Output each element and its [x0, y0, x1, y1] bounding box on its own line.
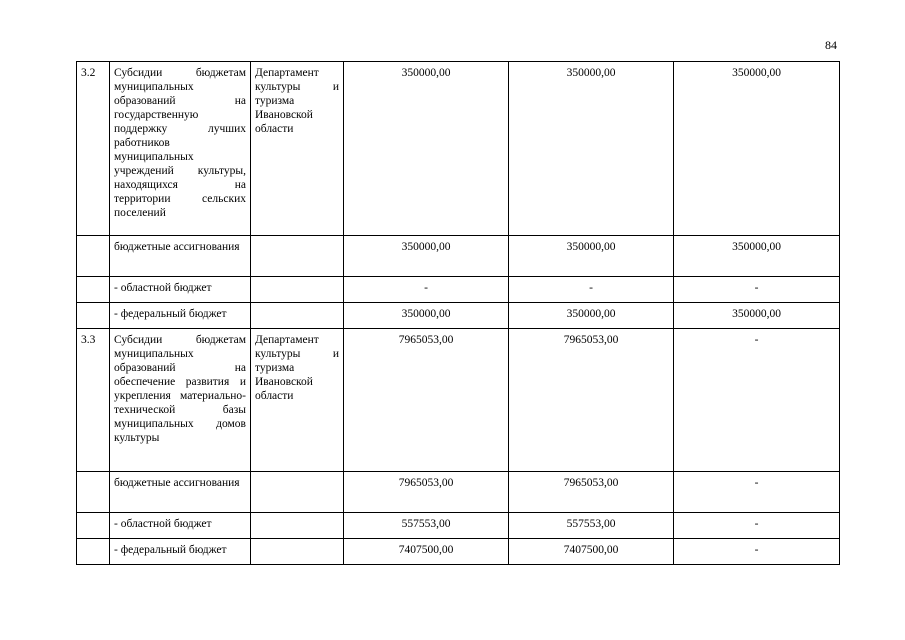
value-cell: 350000,00: [344, 236, 509, 277]
table-row: [77, 472, 840, 513]
value-cell: 7407500,00: [344, 539, 509, 565]
page-number: 84: [825, 38, 837, 52]
value-cell: -: [674, 472, 840, 513]
table-row: [77, 303, 840, 329]
value-cell: 7965053,00: [344, 329, 509, 472]
row-label: - федеральный бюджет: [110, 303, 251, 329]
row-label: - областной бюджет: [110, 513, 251, 539]
value-cell: 557553,00: [509, 513, 674, 539]
row-label: бюджетные ассигнования: [110, 472, 251, 513]
value-cell: 350000,00: [674, 62, 840, 236]
value-cell: 7965053,00: [509, 329, 674, 472]
value-cell: 7965053,00: [344, 472, 509, 513]
table-row: [77, 513, 840, 539]
table-row: [77, 329, 840, 472]
table-row: [77, 277, 840, 303]
value-cell: 7965053,00: [509, 472, 674, 513]
value-cell: -: [509, 277, 674, 303]
value-cell: 7407500,00: [509, 539, 674, 565]
table-row: [77, 236, 840, 277]
value-cell: -: [674, 513, 840, 539]
value-cell: 350000,00: [509, 303, 674, 329]
value-cell: -: [674, 277, 840, 303]
value-cell: 350000,00: [674, 236, 840, 277]
value-cell: -: [674, 329, 840, 472]
budget-table: [76, 61, 840, 565]
value-cell: 557553,00: [344, 513, 509, 539]
row-description: Субсидии бюджетам муниципальных образований на обеспечение развития и укрепления материально-технической базы муниципальных домов культуры: [110, 329, 251, 472]
table-row: [77, 62, 840, 236]
value-cell: 350000,00: [509, 62, 674, 236]
value-cell: 350000,00: [509, 236, 674, 277]
row-label: - областной бюджет: [110, 277, 251, 303]
value-cell: -: [344, 277, 509, 303]
value-cell: 350000,00: [344, 303, 509, 329]
row-description: Субсидии бюджетам муниципальных образований на государственную поддержку лучших работников муниципальных учреждений культуры, находящихся на территории сельских поселений: [110, 62, 251, 236]
table-row: [77, 539, 840, 565]
value-cell: -: [674, 539, 840, 565]
row-department: Департамент культуры и туризма Ивановской области: [251, 329, 344, 472]
value-cell: 350000,00: [344, 62, 509, 236]
value-cell: 350000,00: [674, 303, 840, 329]
row-label: бюджетные ассигнования: [110, 236, 251, 277]
row-number: 3.2: [77, 62, 110, 236]
row-department: Департамент культуры и туризма Ивановской области: [251, 62, 344, 236]
row-number: 3.3: [77, 329, 110, 472]
row-label: - федеральный бюджет: [110, 539, 251, 565]
